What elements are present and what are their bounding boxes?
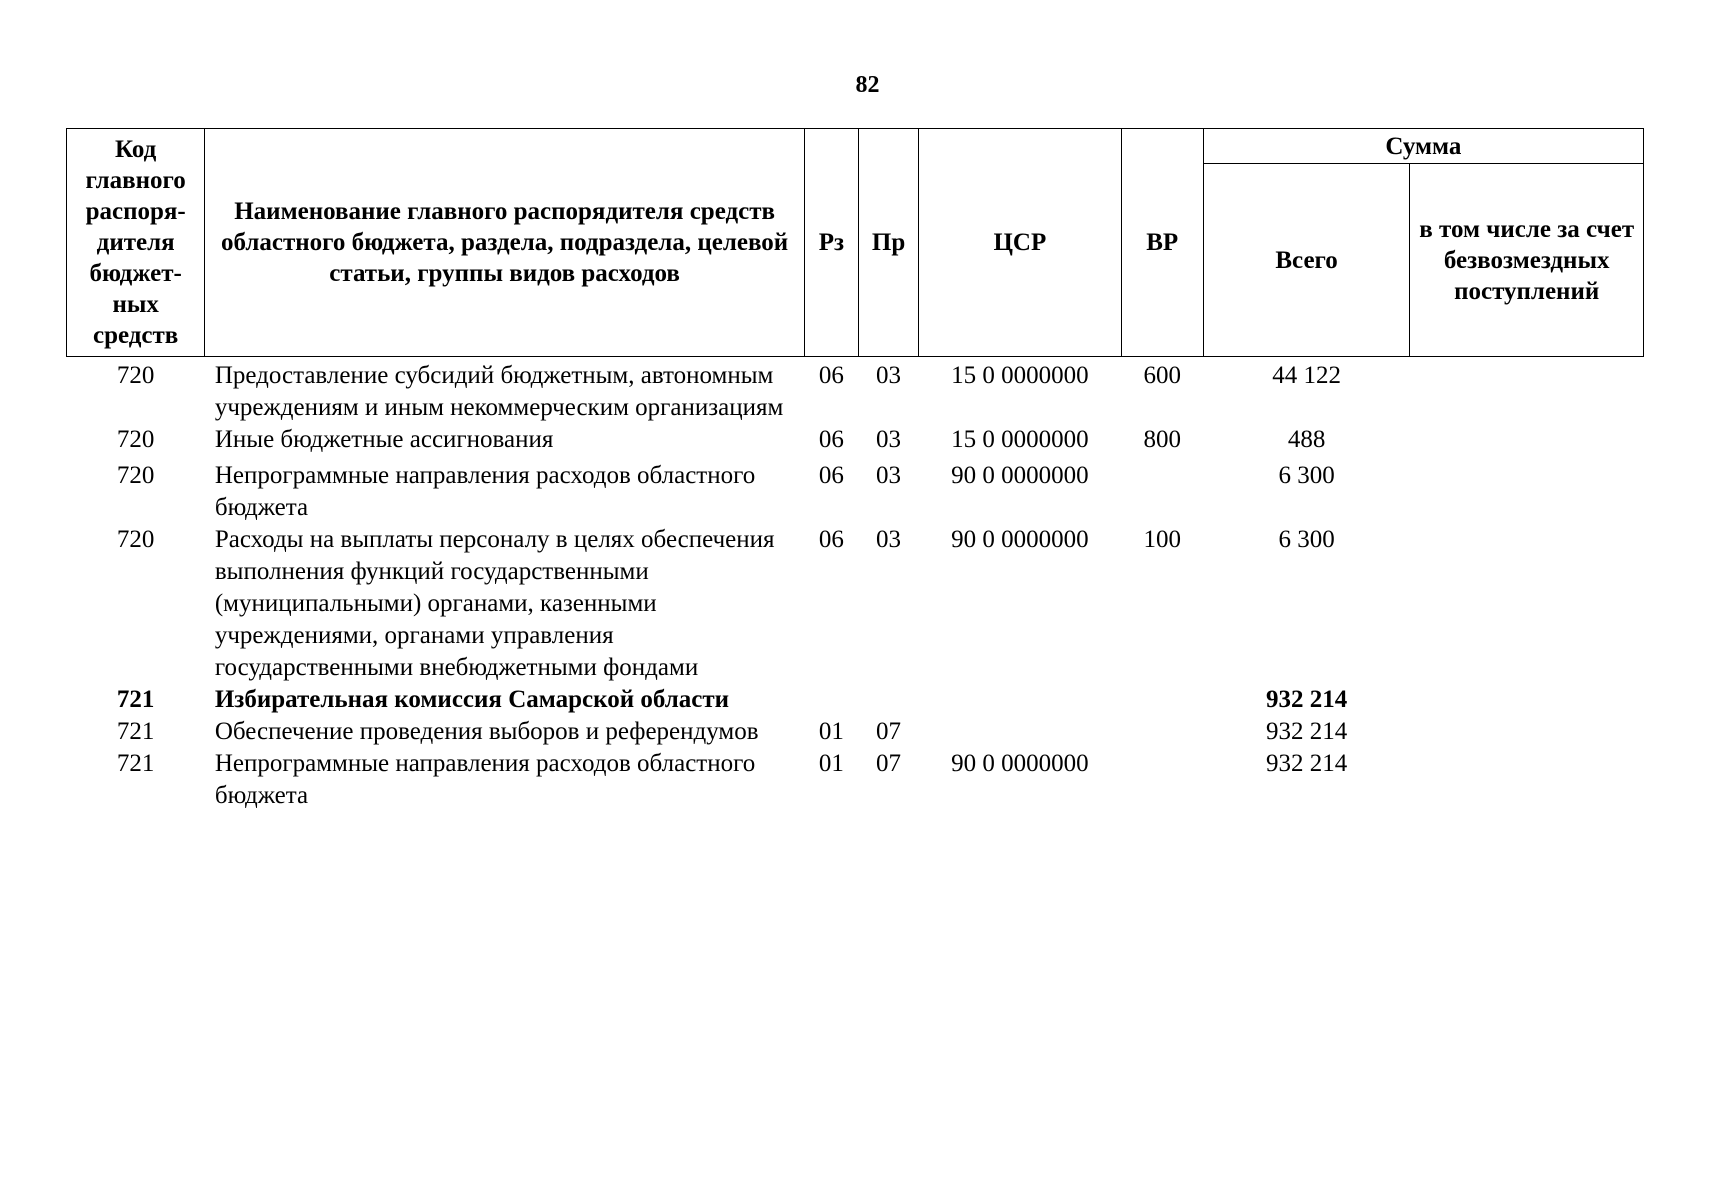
cell-vr: 600 [1143, 362, 1181, 389]
cell-pr: 03 [876, 526, 902, 553]
cell-vr [1121, 716, 1203, 748]
cell-rz: 06 [818, 362, 844, 389]
cell-total: 932 214 [1265, 686, 1348, 713]
cell-rz: 06 [818, 462, 844, 489]
cell-name: Непрограммные направления расходов областного бюджета [214, 750, 756, 809]
table-row [67, 524, 1644, 684]
table-body [67, 357, 1644, 816]
cell-csr [919, 716, 1122, 748]
cell-kod: 720 [116, 462, 155, 489]
cell-rz: 06 [818, 526, 844, 553]
header-name: Наименование главного распорядителя средств областного бюджета, раздела, подраздела, целевой статьи, группы видов расходов [205, 129, 805, 357]
header-sum: Сумма [1203, 129, 1643, 164]
cell-kod: 720 [116, 526, 155, 553]
cell-vr: 800 [1143, 426, 1181, 453]
table-row [67, 684, 1644, 716]
cell-csr: 90 0 0000000 [951, 462, 1089, 489]
cell-total: 932 214 [1265, 750, 1348, 777]
cell-name: Предоставление субсидий бюджетным, автономным учреждениям и иным некоммерческим организациям [214, 362, 784, 421]
cell-total: 6 300 [1278, 462, 1335, 489]
cell-name: Расходы на выплаты персоналу в целях обеспечения выполнения функций государственными (муниципальными) органами, казенными учреждениями, органами управления государственными внебюджетными фондами [214, 526, 775, 681]
cell-free [1410, 716, 1644, 748]
table-row [67, 357, 1644, 425]
cell-total: 6 300 [1278, 526, 1335, 553]
page-number: 82 [855, 72, 880, 98]
cell-free [1410, 424, 1644, 456]
cell-name: Избирательная комиссия Самарской области [214, 686, 730, 713]
cell-name: Иные бюджетные ассигнования [214, 426, 554, 453]
cell-vr [1121, 748, 1203, 815]
cell-free [1410, 748, 1644, 815]
cell-free [1410, 684, 1644, 716]
cell-name: Непрограммные направления расходов областного бюджета [214, 462, 756, 521]
table-row [67, 716, 1644, 748]
cell-total: 44 122 [1272, 362, 1341, 389]
cell-pr: 03 [876, 362, 902, 389]
cell-kod: 721 [116, 750, 155, 777]
cell-pr: 07 [876, 718, 902, 745]
budget-table [66, 128, 1644, 815]
header-pr: Пр [858, 129, 918, 357]
table-row [67, 424, 1644, 456]
cell-kod: 721 [116, 718, 155, 745]
cell-free [1410, 357, 1644, 425]
cell-csr: 15 0 0000000 [951, 426, 1089, 453]
table-row [67, 748, 1644, 815]
cell-csr: 90 0 0000000 [951, 750, 1089, 777]
header-free: в том числе за счет безвозмездных поступлений [1410, 164, 1644, 357]
cell-rz: 06 [818, 426, 844, 453]
cell-vr [1121, 456, 1203, 524]
cell-kod: 720 [116, 362, 155, 389]
cell-rz [804, 684, 858, 716]
cell-kod: 721 [116, 686, 155, 713]
header-total: Всего [1203, 164, 1410, 357]
cell-csr [919, 684, 1122, 716]
cell-csr: 90 0 0000000 [951, 526, 1089, 553]
cell-vr: 100 [1143, 526, 1181, 553]
table-header [67, 129, 1644, 357]
header-kod: Код главного распоря-дителя бюджет-ных средств [67, 129, 205, 357]
header-vr: ВР [1121, 129, 1203, 357]
header-csr: ЦСР [919, 129, 1122, 357]
cell-pr: 03 [876, 462, 902, 489]
cell-total: 488 [1287, 426, 1326, 453]
cell-rz: 01 [818, 750, 844, 777]
cell-free [1410, 456, 1644, 524]
cell-pr: 07 [876, 750, 902, 777]
cell-total: 932 214 [1265, 718, 1348, 745]
header-rz: Рз [804, 129, 858, 357]
cell-free [1410, 524, 1644, 684]
cell-pr: 03 [876, 426, 902, 453]
cell-name: Обеспечение проведения выборов и референдумов [214, 718, 759, 745]
cell-rz: 01 [818, 718, 844, 745]
cell-csr: 15 0 0000000 [951, 362, 1089, 389]
cell-pr [858, 684, 918, 716]
cell-kod: 720 [116, 426, 155, 453]
cell-vr [1121, 684, 1203, 716]
table-row [67, 456, 1644, 524]
